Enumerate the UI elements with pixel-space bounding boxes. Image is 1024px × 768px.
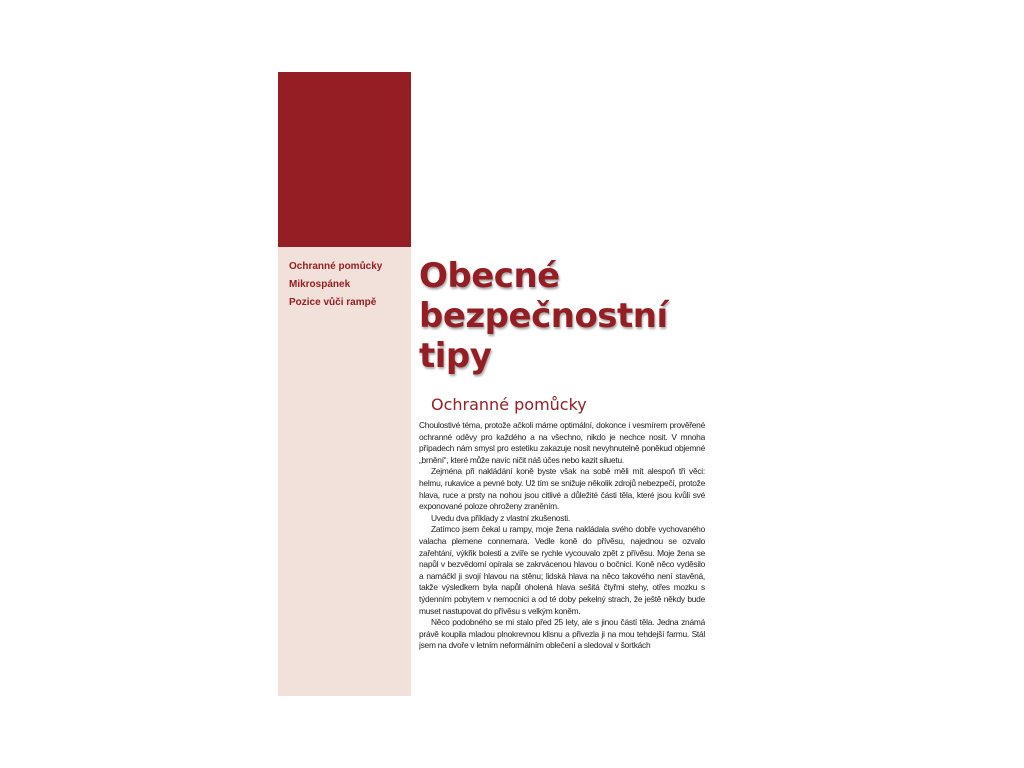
paragraph: Choulostivé téma, protože ačkoli máme optimální, dokonce i vesmírem prověřené ochranné oděvy pro každého a na všechno, nikdo je nechce nosit. V mnoha případech nám smysl pro estetiku zakazuje nosit nevyhnutelně poněkud objemné „brnění“, které může navíc ničit náš účes nebo kazit siluetu. — [419, 420, 705, 465]
paragraph: Zejména při nakládání koně byste však na sobě měli mít alespoň tři věci: helmu, rukavice a pevné boty. Už tím se snižuje několik zdrojů nebezpečí, protože hlava, ruce a prsty na nohou jsou citlivé a důležité části těla, které jsou kvůli své exponované poloze ohroženy zraněním. — [419, 466, 705, 512]
paragraph: Uvedu dva příklady z vlastní zkušenosti. — [431, 512, 570, 523]
toc-item-ochranne-pomucky[interactable]: Ochranné pomůcky — [289, 261, 383, 272]
paragraph: Zatímco jsem čekal u rampy, moje žena nakládala svého dobře vychovaného valacha plemene connemara. Vedle koně do přívěsu, najednou se ozvalo zařehtání, výkřik bolesti a zvíře se rychle vycouvalo zpět z přívěsu. Moje žena se napůl v bezvědomí opírala se zakrvácenou hlavou o bočnici. Koně něco vyděsilo a namáčkl ji svojí hlavou na stěnu; lidská hlava na něco takového není stavěná, takže výsledkem byla napůl oholená hlava sešitá čtyřmi stehy, otřes mozku s týdenním pobytem v nemocnici a od té doby pekelný strach, že ještě někdy bude muset nastupovat do přívěsu s velkým koněm. — [419, 524, 705, 616]
chapter-title-line: Obecné — [419, 256, 560, 296]
toc-item-pozice-vuci-rampe[interactable]: Pozice vůči rampě — [289, 297, 377, 308]
sidebar — [278, 72, 411, 696]
section-heading: Ochranné pomůcky — [431, 395, 587, 414]
paragraph: Něco podobného se mi stalo před 25 lety, ale s jinou částí těla. Jedna známá právě koupila mladou plnokrevnou klisnu a přivezla ji na mou tehdejší farmu. Stál jsem na dvoře v letním neformálním oblečení a sledoval v šortkách — [419, 617, 705, 651]
toc-item-mikrospanek[interactable]: Mikrospánek — [289, 279, 351, 290]
chapter-title-line: bezpečnostní — [419, 296, 668, 336]
sidebar-color-band — [278, 72, 411, 247]
body-text — [419, 420, 705, 664]
chapter-toc — [289, 258, 382, 312]
chapter-title-line: tipy — [419, 336, 492, 376]
chapter-title — [419, 256, 668, 376]
